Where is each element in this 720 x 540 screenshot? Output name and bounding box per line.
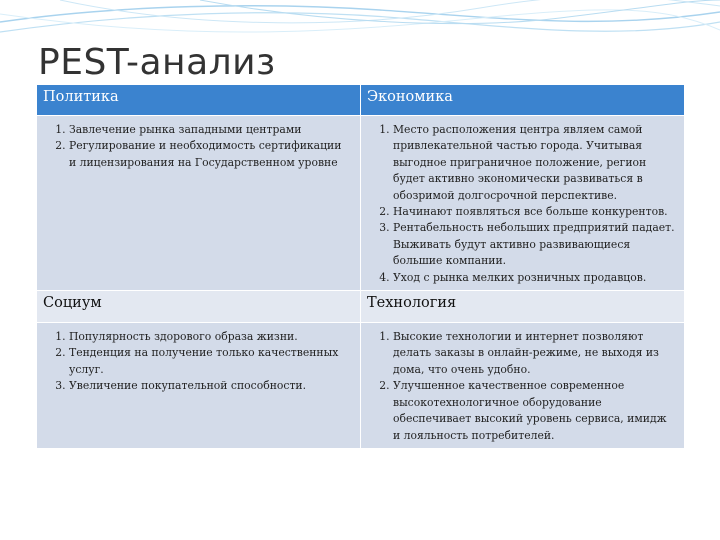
politics-list — [43, 122, 352, 171]
header-society: Социум — [37, 291, 361, 323]
table-row — [37, 85, 685, 116]
list-item: 2. Начинают появляться все больше конкурентов. — [393, 204, 676, 220]
cell-politics — [37, 116, 361, 291]
page-title: PEST-анализ — [38, 42, 276, 83]
header-technology: Технология — [361, 291, 685, 323]
table-row — [37, 291, 685, 323]
table-row — [37, 323, 685, 449]
list-item: 2. Тенденция на получение только качественных услуг. — [69, 345, 352, 378]
list-item: 4. Уход с рынка мелких розничных продавцов. — [393, 270, 676, 286]
list-item: 3. Рентабельность небольших предприятий падает. Выживать будут активно развивающиеся большие компании. — [393, 220, 676, 269]
list-item: 2. Регулирование и необходимость сертификации и лицензирования на Государственном уровне — [69, 138, 352, 171]
header-economy: Экономика — [361, 85, 685, 116]
list-item: 1. Место расположения центра являем самой привлекательной частью города. Учитывая выгодное приграничное положение, регион будет активно экономически развиваться в обозримой долгосрочной перспективе. — [393, 122, 676, 204]
pest-table — [36, 84, 685, 449]
cell-economy — [361, 116, 685, 291]
list-item: 1. Завлечение рынка западными центрами — [69, 122, 352, 138]
list-item: 1. Популярность здорового образа жизни. — [69, 329, 352, 345]
technology-list — [367, 329, 676, 444]
cell-society — [37, 323, 361, 449]
economy-list — [367, 122, 676, 286]
list-item: 3. Увеличение покупательной способности. — [69, 378, 352, 394]
society-list — [43, 329, 352, 395]
list-item: 2. Улучшенное качественное современное высокотехнологичное оборудование обеспечивает высокий уровень сервиса, имидж и лояльность потребителей. — [393, 378, 676, 444]
list-item: 1. Высокие технологии и интернет позволяют делать заказы в онлайн-режиме, не выходя из дома, что очень удобно. — [393, 329, 676, 378]
cell-technology — [361, 323, 685, 449]
header-politics: Политика — [37, 85, 361, 116]
table-row — [37, 116, 685, 291]
